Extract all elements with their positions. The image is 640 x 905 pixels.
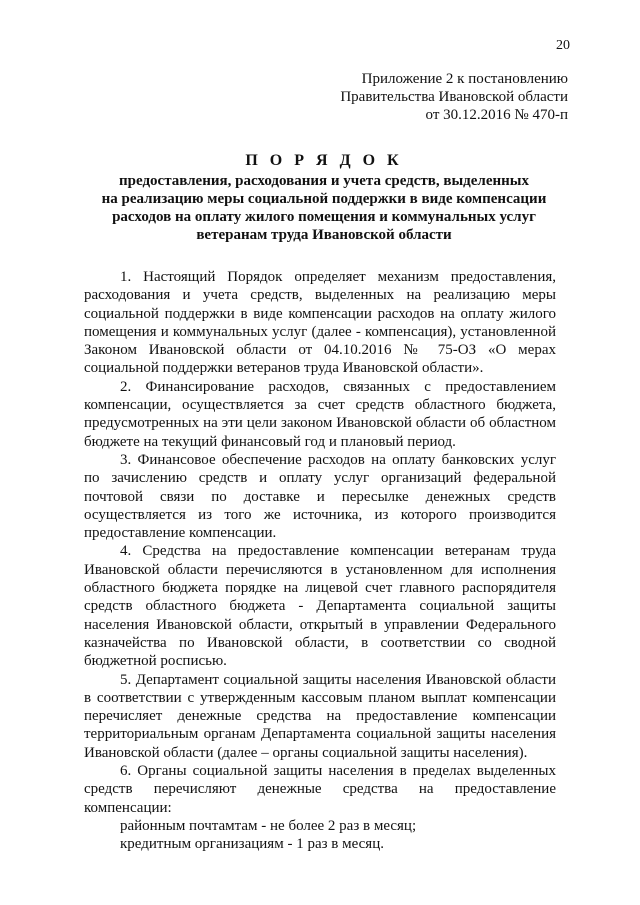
appendix-line-1: Приложение 2 к постановлению <box>361 71 568 87</box>
paragraph-3: 3. Финансовое обеспечение расходов на оплату банковских услуг по зачислению средств и оплату услуг организаций федеральной почтовой связи по доставке и пересылке денежных средств осуществляется из того же источника, из которого производится предоставление компенсации. <box>84 451 556 542</box>
paragraph-2: 2. Финансирование расходов, связанных с предоставлением компенсации, осуществляется за счет средств областного бюджета, предусмотренных на эти цели законом Ивановской области об областном бюджете на текущий финансовый год и плановый период. <box>84 378 556 450</box>
title-line-2: на реализацию меры социальной поддержки в виде компенсации <box>101 191 547 207</box>
appendix-line-2: Правительства Ивановской области <box>340 89 568 105</box>
title-line-1: предоставления, расходования и учета средств, выделенных <box>119 173 529 189</box>
title-line-3: расходов на оплату жилого помещения и коммунальных услуг <box>112 209 536 225</box>
page-number: 20 <box>556 38 570 53</box>
document-body <box>84 268 556 854</box>
title-line-4: ветеранам труда Ивановской области <box>196 227 452 243</box>
list-item-post-offices: районным почтамтам - не более 2 раз в месяц; <box>120 817 417 834</box>
paragraph-5: 5. Департамент социальной защиты населения Ивановской области в соответствии с утвержденным кассовым планом выплат компенсации перечисляет денежные средства на предоставление компенсации территориальным органам Департамента социальной защиты населения Ивановской области (далее – органы социальной защиты населения). <box>84 671 556 761</box>
paragraph-6: 6. Органы социальной защиты населения в пределах выделенных средств перечисляют денежные средства на предоставление компенсации: <box>84 763 556 816</box>
document-title <box>80 152 568 244</box>
paragraph-4: 4. Средства на предоставление компенсации ветеранам труда Ивановской области перечисляются в установленном для исполнения областного бюджета порядке на лицевой счет главного распорядителя средств областного бюджета - Департамента социальной защиты населения Ивановской области, открытый в управлении Федерального казначейства по Ивановской области, в соответствии со сводной бюджетной росписью. <box>84 543 556 670</box>
title-heading: П О Р Я Д О К <box>245 152 403 169</box>
paragraph-1: 1. Настоящий Порядок определяет механизм предоставления, расходования и учета средств, выделенных на реализацию меры социальной поддержки в виде компенсации расходов на оплату жилого помещения и коммунальных услуг (далее - компенсация), установленной Законом Ивановской области от 04.10.2016 № 75-ОЗ «О мерах социальной поддержки ветеранов труда Ивановской области». <box>84 269 556 377</box>
list-item-credit-organizations: кредитным организациям - 1 раз в месяц. <box>120 836 384 853</box>
appendix-header <box>340 70 568 124</box>
appendix-line-3: от 30.12.2016 № 470-п <box>425 107 568 123</box>
